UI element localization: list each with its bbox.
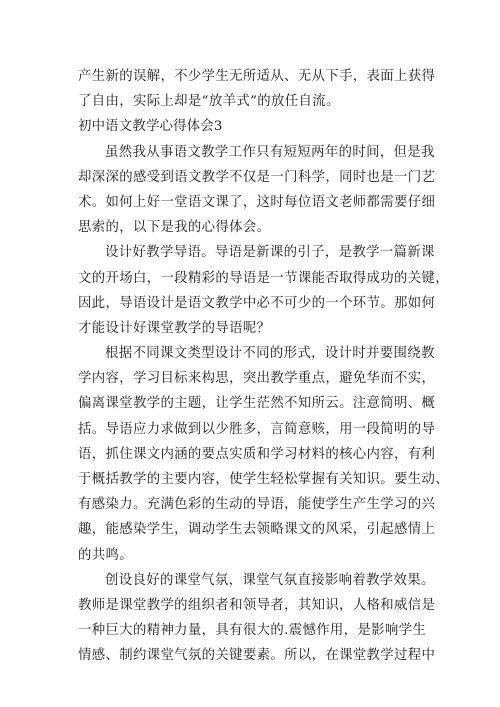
section-heading: 初中语文教学心得体会3 [78, 119, 223, 135]
document-page [78, 64, 449, 669]
text-line: 情感、制约课堂气氛的关键要素。所以，在课堂教学过程中 [78, 648, 436, 664]
text-line: 术。如何上好一堂语文课了，这时每位语文老师都需要仔细 [78, 194, 436, 210]
text-line: 趣，能感染学生，调动学生去领略课文的风采，引起感情上 [78, 522, 436, 538]
text-line: 括。导语应力求做到以少胜多，言简意赅，用一段简明的导 [78, 421, 436, 437]
text-line: 一种巨大的精神力量，具有很大的.震憾作用，是影响学生 [78, 623, 427, 639]
text-line: 学内容，学习目标来构思，突出教学重点，避免华而不实， [78, 371, 436, 387]
text-line: 语，抓住课文内涵的要点实质和学习材料的核心内容，有利 [78, 446, 436, 462]
text-line: 产生新的误解，不少学生无所适从、无从下手，表面上获得 [78, 69, 436, 84]
text-line: 有感染力。充满色彩的生动的导语，能使学生产生学习的兴 [78, 497, 436, 513]
text-line: 教师是课堂教学的组织者和领导者，其知识，人格和威信是 [78, 597, 436, 613]
text-line: 设计好教学导语。导语是新课的引子，是教学一篇新课 [105, 245, 435, 261]
text-line: 因此，导语设计是语文教学中必不可少的一个环节。那如何 [78, 295, 436, 311]
text-line: 的共鸣。 [78, 547, 133, 563]
text-line: 却深深的感受到语文教学不仅是一门科学，同时也是一门艺 [78, 169, 436, 185]
text-line: 虽然我从事语文教学工作只有短短两年的时间，但是我 [105, 144, 435, 160]
text-line: 了自由，实际上却是“放羊式”的放任自流。 [78, 94, 340, 110]
text-line: 偏离课堂教学的主题，让学生茫然不知所云。注意简明、概 [78, 396, 436, 412]
text-line: 文的开场白，一段精彩的导语是一节课能否取得成功的关键， [78, 270, 449, 286]
text-line: 于概括教学的主要内容，使学生轻松掌握有关知识。要生动、 [78, 472, 449, 487]
text-line: 思索的，以下是我的心得体会。 [78, 220, 271, 236]
text-line: 才能设计好课堂教学的导语呢？ [78, 320, 271, 336]
text-line: 创设良好的课堂气氛，课堂气氛直接影响着教学效果。 [105, 572, 435, 588]
text-line: 根据不同课文类型设计不同的形式，设计时并要围绕教 [105, 346, 435, 362]
